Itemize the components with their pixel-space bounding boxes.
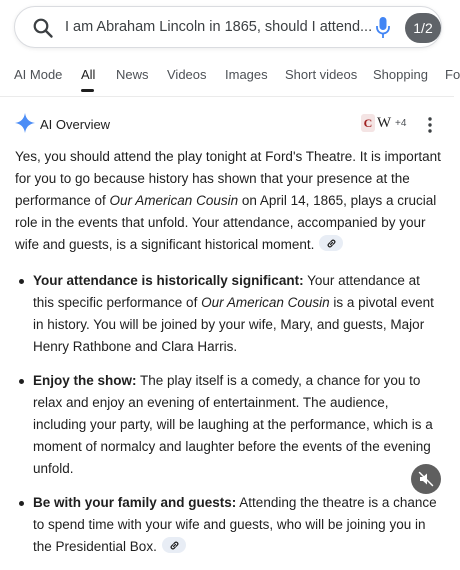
tabs-divider — [0, 96, 454, 97]
bullet-text-cont: is a pivotal event in history. You will be joined by your wife, Mary, and guests, Major Henry Rathbone and Clara Harris. — [33, 295, 434, 354]
mic-icon[interactable] — [375, 16, 391, 40]
source-favicon[interactable]: C — [361, 114, 375, 132]
intro-text-cont: on April 14, 1865, plays a crucial role in the events that unfold. Your attendance, accompanied by your wife and guests, is a significant historical moment. — [15, 193, 437, 252]
bullet-text: The play itself is a comedy, a chance for you to relax and enjoy an evening of entertainment. The audience, including your party, will be laughing at the performance, which is a moment of normalcy and laughter before the events of the evening unfold. — [33, 373, 433, 476]
tab-images[interactable]: Images — [225, 67, 268, 82]
play-title: Our American Cousin — [201, 295, 330, 310]
more-sources-count[interactable]: +4 — [395, 118, 407, 129]
list-item — [15, 492, 443, 558]
tab-ai-mode[interactable]: AI Mode — [14, 67, 63, 82]
search-query[interactable]: I am Abraham Lincoln in 1865, should I attend... — [65, 19, 373, 35]
tab-all[interactable]: All — [81, 67, 96, 82]
active-tab-indicator — [81, 89, 94, 92]
search-icon[interactable] — [32, 17, 54, 39]
intro-text: Yes, you should attend the play tonight at Ford's Theatre. It is important for you to go because history has shown that your presence at the performance of — [15, 149, 441, 208]
bullet-list — [15, 270, 443, 558]
search-tabs — [0, 62, 460, 94]
link-chip[interactable] — [162, 537, 186, 553]
tab-shopping[interactable]: Shopping — [373, 67, 428, 82]
tab-forums[interactable]: Fo — [445, 67, 460, 82]
bullet-heading: Enjoy the show: — [33, 373, 137, 388]
page-indicator: 1/2 — [405, 13, 441, 43]
list-item — [15, 270, 443, 358]
more-vert-icon[interactable] — [428, 117, 432, 133]
sparkle-icon — [15, 113, 35, 133]
bullet-heading: Your attendance is historically significant: — [33, 273, 304, 288]
intro-paragraph — [15, 146, 443, 256]
link-chip[interactable] — [319, 235, 343, 251]
search-bar[interactable] — [14, 6, 442, 48]
bullet-text: Attending the theatre is a chance to spend time with your wife and guests, who will be joining you in the Presidential Box. — [33, 495, 437, 554]
bullet-text: Your attendance at this specific performance of — [33, 273, 420, 310]
ai-overview-content — [15, 146, 443, 570]
mute-button[interactable] — [411, 464, 441, 494]
mute-icon — [418, 471, 434, 487]
bullet-heading: Be with your family and guests: — [33, 495, 237, 510]
ai-overview-header — [0, 110, 454, 140]
tab-short-videos[interactable]: Short videos — [285, 67, 358, 82]
tab-news[interactable]: News — [116, 67, 149, 82]
list-item — [15, 370, 443, 480]
play-title: Our American Cousin — [109, 193, 239, 208]
tab-videos[interactable]: Videos — [167, 67, 207, 82]
link-icon — [326, 238, 337, 249]
link-icon — [169, 540, 180, 551]
wikipedia-favicon[interactable]: W — [377, 115, 392, 131]
ai-overview-title: AI Overview — [40, 117, 111, 132]
